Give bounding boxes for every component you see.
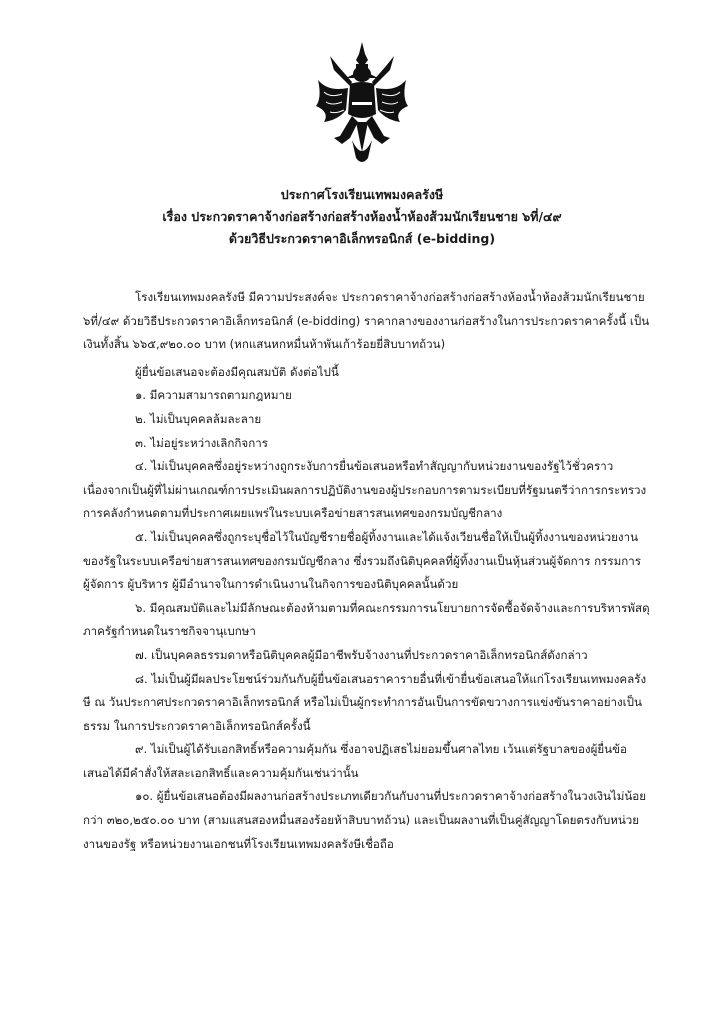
qualification-item-3: ๓. ไม่อยู่ระหว่างเลิกกิจการ — [135, 435, 268, 450]
document-header — [0, 184, 724, 250]
qualification-item-10: ๑๐. ผู้ยื่นข้อเสนอต้องมีผลงานก่อสร้างประเภทเดียวกันกับงานที่ประกวดราคาจ้างก่อสร้างในวงเงินไม่น้อยกว่า ๓๒๐,๒๕๐.๐๐ บาท (สามแสนสองหมื่นสองร้อยห้าสิบบาทถ้วน) และเป็นผลงานที่เป็นคู่สัญญาโดยตรงกับหน่วยงานของรัฐ หรือหน่วยงานเอกชนที่โรงเรียนเทพมงคลรังษีเชื่อถือ — [83, 789, 647, 851]
qualification-item-4: ๔. ไม่เป็นบุคคลซึ่งอยู่ระหว่างถูกระงับการยื่นข้อเสนอหรือทำสัญญากับหน่วยงานของรัฐไว้ชั่วคราว เนื่องจากเป็นผู้ที่ไม่ผ่านเกณฑ์การประเมินผลการปฏิบัติงานของผู้ประกอบการตามระเบียบที่รัฐมนตรีว่าการกระทรวงการคลังกำหนดตามที่ประกาศเผยแพร่ในระบบเครือข่ายสารสนเทศของกรมบัญชีกลาง — [83, 459, 647, 521]
document-body — [83, 286, 650, 856]
qualification-item-2: ๒. ไม่เป็นบุคคลล้มละลาย — [135, 411, 262, 426]
qualification-item-1: ๑. มีความสามารถตามกฎหมาย — [135, 388, 292, 403]
qualification-item-9: ๙. ไม่เป็นผู้ได้รับเอกสิทธิ์หรือความคุ้มกัน ซึ่งอาจปฏิเสธไม่ยอมขึ้นศาลไทย เว้นแต่รัฐบาลของผู้ยื่นข้อเสนอได้มีคำสั่งให้สละเอกสิทธิ์และความคุ้มกันเช่นว่านั้น — [83, 742, 627, 780]
announcement-subject: เรื่อง ประกวดราคาจ้างก่อสร้างก่อสร้างห้องน้ำห้องส้วมนักเรียนชาย ๖ที่/๔๙ — [162, 209, 562, 224]
qualification-item-6: ๖. มีคุณสมบัติและไม่มีลักษณะต้องห้ามตามที่คณะกรรมการนโยบายการจัดซื้อจัดจ้างและการบริหารพัสดุภาครัฐกำหนดในราชกิจจานุเบกษา — [83, 600, 650, 639]
qualification-item-8: ๘. ไม่เป็นผู้มีผลประโยชน์ร่วมกันกับผู้ยื่นข้อเสนอราคารายอื่นที่เข้ายื่นข้อเสนอให้แก่โรงเรียนเทพมงคลรังษี ณ วันประกาศประกวดราคาอิเล็กทรอนิกส์ หรือไม่เป็นผู้กระทำการอันเป็นการขัดขวางการแข่งขันราคาอย่างเป็นธรรม ในการประกวดราคาอิเล็กทรอนิกส์ครั้งนี้ — [83, 671, 647, 733]
qualification-item-5: ๕. ไม่เป็นบุคคลซึ่งถูกระบุชื่อไว้ในบัญชีรายชื่อผู้ทิ้งงานและได้แจ้งเวียนชื่อให้เป็นผู้ทิ้งงานของหน่วยงานของรัฐในระบบเครือข่ายสารสนเทศของกรมบัญชีกลาง ซึ่งรวมถึงนิติบุคคลที่ผู้ทิ้งงานเป็นหุ้นส่วนผู้จัดการ กรรมการ ผู้จัดการ ผู้บริหาร ผู้มีอำนาจในการดำเนินงานในกิจการของนิติบุคคลนั้นด้วย — [83, 529, 641, 592]
garuda-emblem-icon — [312, 40, 412, 168]
intro-paragraph: โรงเรียนเทพมงคลรังษี มีความประสงค์จะ ประกวดราคาจ้างก่อสร้างก่อสร้างห้องน้ำห้องส้วมนักเรียนชาย ๖ที่/๔๙ ด้วยวิธีประกวดราคาอิเล็กทรอนิกส์ (e-bidding) ราคากลางของงานก่อสร้างในการประกวดราคาครั้งนี้ เป็นเงินทั้งสิ้น ๖๖๕,๙๒๐.๐๐ บาท (หกแสนหกหมื่นห้าพันเก้าร้อยยี่สิบบาทถ้วน) — [83, 290, 650, 352]
announcement-method: ด้วยวิธีประกวดราคาอิเล็กทรอนิกส์ (e-bidding) — [228, 231, 496, 246]
qualification-item-7: ๗. เป็นบุคคลธรรมดาหรือนิติบุคคลผู้มีอาชีพรับจ้างงานที่ประกวดราคาอิเล็กทรอนิกส์ดังกล่าว — [135, 647, 588, 662]
announcement-title: ประกาศโรงเรียนเทพมงคลรังษี — [280, 187, 444, 202]
qualifications-intro: ผู้ยื่นข้อเสนอจะต้องมีคุณสมบัติ ดังต่อไปนี้ — [135, 364, 339, 379]
